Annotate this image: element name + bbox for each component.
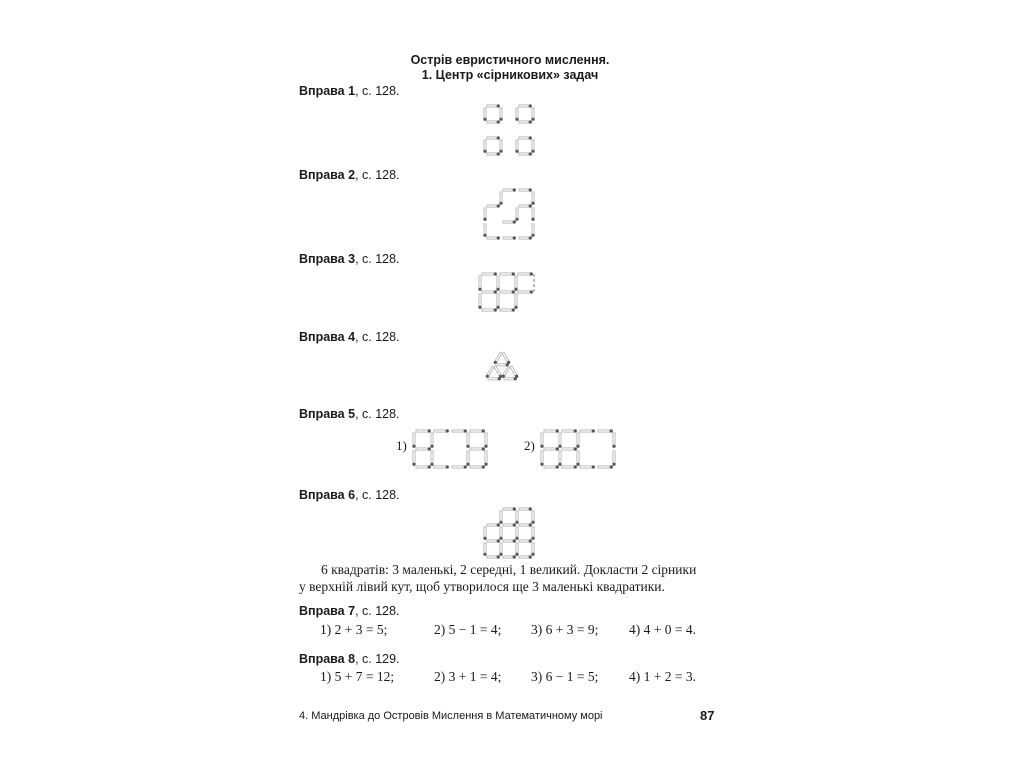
matchstick (499, 511, 502, 524)
matchstick (470, 429, 485, 432)
matchstick (531, 511, 534, 524)
exercise-2-label: Вправа 2, с. 128. (299, 168, 400, 182)
answer-3: 3) 6 − 1 = 5; (531, 669, 599, 684)
matchstick (504, 377, 517, 380)
page-footer: 4. Мандрівка до Островів Мислення в Математичному морі (299, 710, 603, 722)
matchstick (416, 465, 431, 468)
exercise-4-figure (482, 347, 540, 395)
matchstick (500, 308, 515, 311)
matchstick (495, 366, 502, 378)
matchstick (483, 208, 486, 221)
matchstick (499, 108, 502, 121)
exercise-7-label: Вправа 7, с. 128. (299, 604, 400, 618)
title-line-2: 1. Центр «сірникових» задач (421, 68, 599, 82)
answer-2: 2) 5 − 1 = 4; (434, 622, 502, 637)
matchstick (500, 272, 515, 275)
exercise-5-figure-1 (410, 427, 494, 473)
matchstick (483, 108, 486, 121)
page-number: 87 (700, 708, 715, 723)
exercise-1-figure (481, 102, 537, 156)
page-title (300, 53, 720, 83)
matchstick (515, 108, 518, 121)
matchstick (503, 539, 516, 542)
matchstick (430, 451, 433, 466)
answer-4: 4) 1 + 2 = 3. (629, 669, 696, 684)
matchstick (519, 104, 532, 107)
matchstick (515, 511, 518, 524)
matchstick (486, 366, 493, 378)
matchstick (499, 543, 502, 556)
matchstick (519, 204, 532, 207)
matchstick (562, 465, 577, 468)
matchstick (483, 224, 486, 237)
explanation-line-2: у верхній лівий кут, щоб утворилося ще 3 маленькі квадратики. (299, 579, 665, 594)
matchstick (531, 527, 534, 540)
matchstick (503, 523, 516, 526)
matchstick (544, 465, 559, 468)
matchstick (518, 272, 533, 275)
matchstick (598, 465, 613, 468)
matchstick (482, 290, 497, 293)
matchstick (494, 352, 501, 364)
matchstick (496, 363, 509, 366)
matchstick (503, 507, 516, 510)
exercise-4-label: Вправа 4, с. 128. (299, 330, 400, 344)
matchstick (558, 451, 561, 466)
matchstick (482, 272, 497, 275)
answer-3: 3) 6 + 3 = 9; (531, 622, 599, 637)
exercise-5-label: Вправа 5, с. 128. (299, 407, 400, 421)
exercise-6-label: Вправа 6, с. 128. (299, 488, 400, 502)
matchstick (487, 152, 500, 155)
matchstick (478, 294, 481, 309)
answer-1: 1) 5 + 7 = 12; (320, 669, 395, 684)
matchstick (484, 433, 487, 448)
matchstick (484, 451, 487, 466)
matchstick (434, 429, 449, 432)
matchstick (499, 527, 502, 540)
matchstick (562, 429, 577, 432)
exercise-5-figure-1-number: 1) (396, 438, 407, 453)
matchstick (519, 539, 532, 542)
matchstick (519, 120, 532, 123)
exercise-3-label: Вправа 3, с. 128. (299, 252, 400, 266)
matchstick (496, 294, 499, 309)
matchstick (531, 543, 534, 556)
matchstick (500, 290, 515, 293)
matchstick (482, 308, 497, 311)
matchstick (531, 108, 534, 121)
matchstick (531, 224, 534, 237)
matchstick (502, 366, 509, 378)
matchstick (580, 465, 595, 468)
matchstick (499, 192, 502, 205)
matchstick (519, 236, 532, 239)
matchstick (518, 290, 533, 293)
matchstick (503, 188, 516, 191)
exercise-2-figure (481, 186, 537, 240)
answer-2: 2) 3 + 1 = 4; (434, 669, 502, 684)
matchstick (503, 220, 516, 223)
answer-1: 1) 2 + 3 = 5; (320, 622, 388, 637)
matchstick (519, 188, 532, 191)
matchstick (487, 104, 500, 107)
title-line-1: Острів евристичного мислення. (410, 53, 610, 67)
matchstick (470, 465, 485, 468)
matchstick (515, 527, 518, 540)
matchstick (488, 377, 501, 380)
matchstick (452, 465, 467, 468)
matchstick (470, 447, 485, 450)
matchstick (487, 555, 500, 558)
matchstick (430, 433, 433, 448)
matchstick (544, 447, 559, 450)
matchstick (558, 433, 561, 448)
matchstick (531, 208, 534, 221)
matchstick (483, 140, 486, 153)
matchstick (478, 276, 481, 291)
matchstick (412, 451, 415, 466)
matchstick (519, 152, 532, 155)
matchstick (487, 204, 500, 207)
answer-4: 4) 4 + 0 = 4. (629, 622, 696, 637)
matchstick (499, 140, 502, 153)
exercise-5-figure-2 (538, 427, 622, 473)
exercise-6-figure (481, 505, 537, 559)
matchstick (544, 429, 559, 432)
exercise-8-label: Вправа 8, с. 129. (299, 652, 400, 666)
matchstick (483, 527, 486, 540)
matchstick (452, 429, 467, 432)
matchstick (612, 451, 615, 466)
matchstick (483, 543, 486, 556)
matchstick (466, 433, 469, 448)
matchstick (416, 447, 431, 450)
matchstick (612, 433, 615, 448)
matchstick (503, 352, 510, 364)
exercise-5-figure-2-number: 2) (524, 438, 535, 453)
matchstick (515, 140, 518, 153)
matchstick (519, 136, 532, 139)
exercise-6-explanation (299, 561, 729, 595)
exercise-3-figure (476, 270, 542, 316)
matchstick (515, 208, 518, 221)
matchstick (515, 543, 518, 556)
matchstick (580, 429, 595, 432)
matchstick (487, 523, 500, 526)
matchstick (576, 433, 579, 448)
matchstick (487, 136, 500, 139)
matchstick (487, 539, 500, 542)
matchstick (412, 433, 415, 448)
matchstick (531, 140, 534, 153)
exercise-1-label: Вправа 1, с. 128. (299, 84, 400, 98)
matchstick (514, 294, 517, 309)
matchstick (519, 523, 532, 526)
matchstick (598, 429, 613, 432)
matchstick (511, 366, 518, 378)
matchstick (496, 276, 499, 291)
explanation-line-1: 6 квадратів: 3 маленькі, 2 середні, 1 великий. Докласти 2 сірники (321, 562, 697, 577)
matchstick (434, 465, 449, 468)
matchstick (503, 555, 516, 558)
matchstick (540, 451, 543, 466)
matchstick (503, 236, 516, 239)
matchstick (540, 433, 543, 448)
matchstick (519, 507, 532, 510)
matchstick (466, 451, 469, 466)
matchstick (531, 192, 534, 205)
matchstick (487, 236, 500, 239)
matchstick (487, 120, 500, 123)
matchstick (416, 429, 431, 432)
matchstick (519, 555, 532, 558)
matchstick (562, 447, 577, 450)
matchstick (514, 276, 517, 291)
matchstick (576, 451, 579, 466)
